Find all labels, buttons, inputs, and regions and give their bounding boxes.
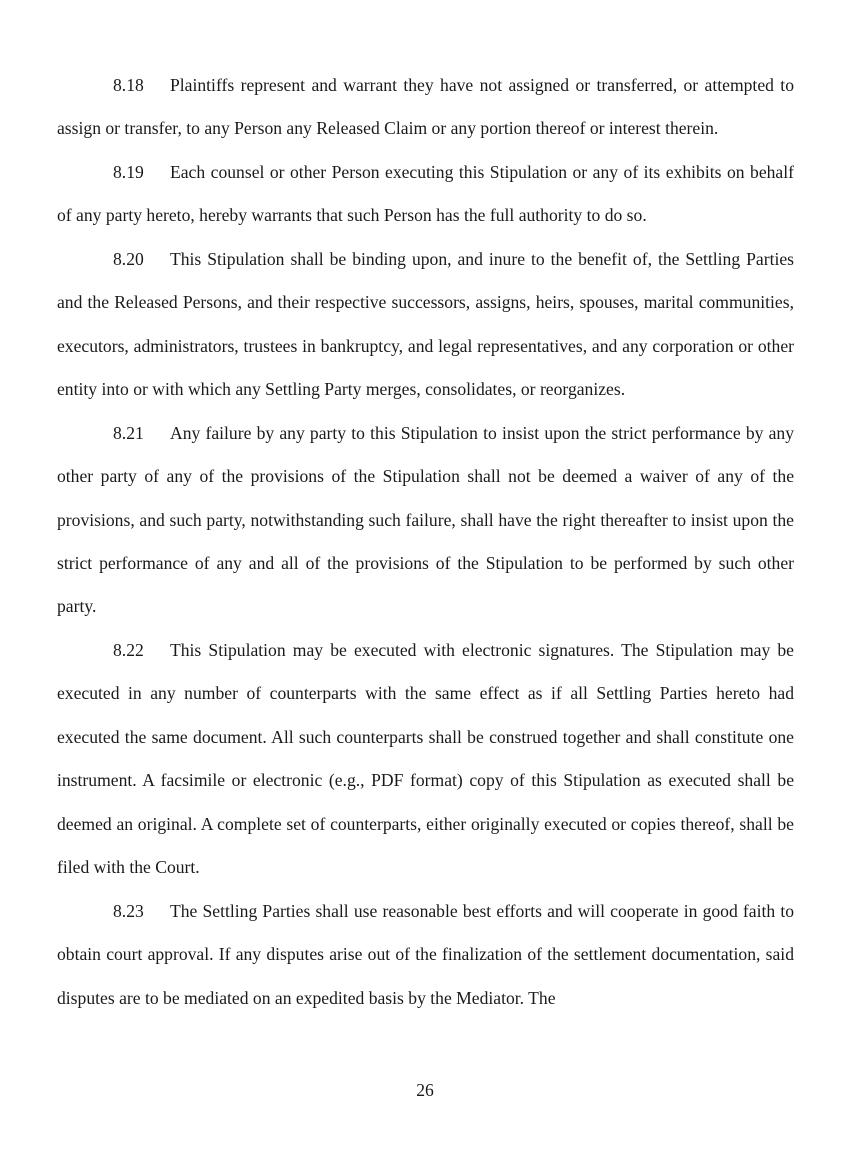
paragraph-number: 8.19: [113, 161, 144, 182]
paragraph-text: Each counsel or other Person executing this Stipulation or any of its exhibits on behalf of any party hereto, hereby warrants that such Person has the full authority to do so.: [57, 161, 794, 226]
paragraph-number: 8.21: [113, 422, 144, 443]
paragraph-8-18: [57, 64, 794, 151]
paragraph-text: The Settling Parties shall use reasonable best efforts and will cooperate in good faith to obtain court approval. If any disputes arise out of the finalization of the settlement documentation, said disputes are to be mediated on an expedited basis by the Mediator. The: [57, 900, 794, 1008]
paragraph-8-21: [57, 412, 794, 629]
paragraph-number: 8.18: [113, 75, 144, 95]
paragraph-8-23: [57, 890, 794, 1020]
page-number: 26: [416, 1079, 434, 1100]
paragraph-text: This Stipulation shall be binding upon, and inure to the benefit of, the Settling Parties and the Released Persons, and their respective successors, assigns, heirs, spouses, marital communities, executors, administrators, trustees in bankruptcy, and legal representatives, and any corporation or other entity into or with which any Settling Party merges, consolidates, or reorganizes.: [57, 248, 794, 400]
paragraph-number: 8.23: [113, 900, 144, 921]
paragraph-text: This Stipulation may be executed with electronic signatures. The Stipulation may be executed in any number of counterparts with the same effect as if all Settling Parties hereto had executed the same document. All such counterparts shall be construed together and shall constitute one instrument. A facsimile or electronic (e.g., PDF format) copy of this Stipulation as executed shall be deemed an original. A complete set of counterparts, either originally executed or copies thereof, shall be filed with the Court.: [57, 639, 794, 878]
paragraph-text: Plaintiffs represent and warrant they have not assigned or transferred, or attempted to assign or transfer, to any Person any Released Claim or any portion thereof or interest therein.: [57, 75, 794, 139]
paragraph-8-20: [57, 238, 794, 412]
paragraph-number: 8.22: [113, 639, 144, 660]
paragraph-8-19: [57, 151, 794, 238]
document-body: [57, 64, 794, 1020]
paragraph-text: Any failure by any party to this Stipulation to insist upon the strict performance by any other party of any of the provisions of the Stipulation shall not be deemed a waiver of any of the provisions, and such party, notwithstanding such failure, shall have the right thereafter to insist upon the strict performance of any and all of the provisions of the Stipulation to be performed by such other party.: [57, 422, 794, 617]
paragraph-number: 8.20: [113, 248, 144, 269]
paragraph-8-22: [57, 629, 794, 890]
